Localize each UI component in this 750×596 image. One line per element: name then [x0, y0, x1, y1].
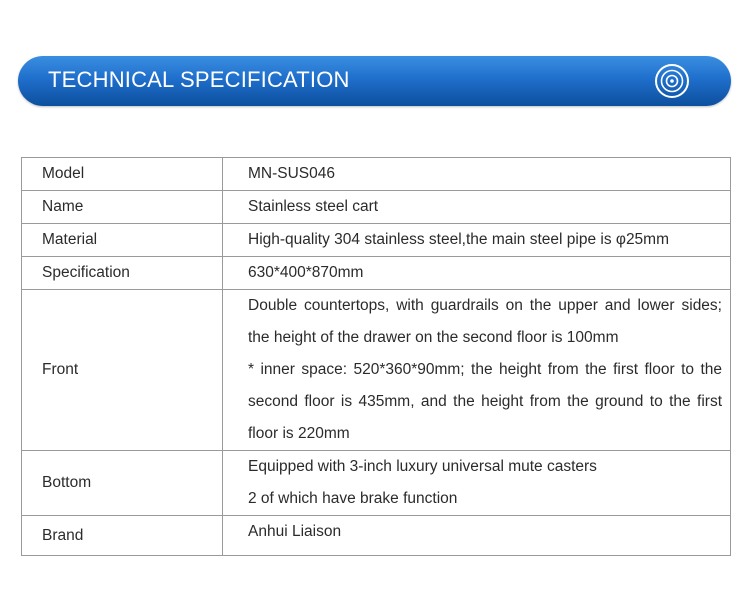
section-header-banner [18, 56, 731, 106]
table-row-model [22, 158, 731, 191]
row-label-front: Front [22, 290, 223, 451]
target-circle-icon [653, 62, 691, 100]
table-row-specification [22, 257, 731, 290]
spec-table [21, 157, 731, 556]
value-line: Anhui Liaison [248, 523, 342, 540]
value-line: MN-SUS046 [248, 165, 335, 182]
row-value-name [223, 191, 731, 224]
row-label-specification: Specification [22, 257, 223, 290]
row-value-material [223, 224, 731, 257]
table-row-front [22, 290, 731, 451]
row-value-specification [223, 257, 731, 290]
value-line: * inner space: 520*360*90mm; the height from the first floor to the [248, 361, 722, 378]
value-line: Equipped with 3-inch luxury universal mute casters [248, 458, 597, 475]
row-label-material: Material [22, 224, 223, 257]
value-line: Double countertops, with guardrails on the upper and lower sides; [248, 297, 722, 314]
table-row-name [22, 191, 731, 224]
value-line: the height of the drawer on the second floor is 100mm [248, 329, 619, 346]
section-title: TECHNICAL SPECIFICATION [48, 67, 350, 92]
table-row-bottom [22, 451, 731, 516]
row-label-name: Name [22, 191, 223, 224]
row-value-brand [223, 516, 731, 556]
table-row-brand [22, 516, 731, 556]
row-label-brand: Brand [22, 516, 223, 556]
row-value-bottom [223, 451, 731, 516]
row-value-model [223, 158, 731, 191]
value-line: second floor is 435mm, and the height from the ground to the first [248, 393, 722, 410]
value-line: High-quality 304 stainless steel,the main steel pipe is φ25mm [248, 231, 670, 248]
value-line: 2 of which have brake function [248, 490, 458, 507]
row-label-model: Model [22, 158, 223, 191]
value-line: floor is 220mm [248, 425, 350, 442]
value-line: Stainless steel cart [248, 198, 379, 215]
value-line: 630*400*870mm [248, 264, 364, 281]
row-value-front [223, 290, 731, 451]
table-row-material [22, 224, 731, 257]
row-label-bottom: Bottom [22, 451, 223, 516]
